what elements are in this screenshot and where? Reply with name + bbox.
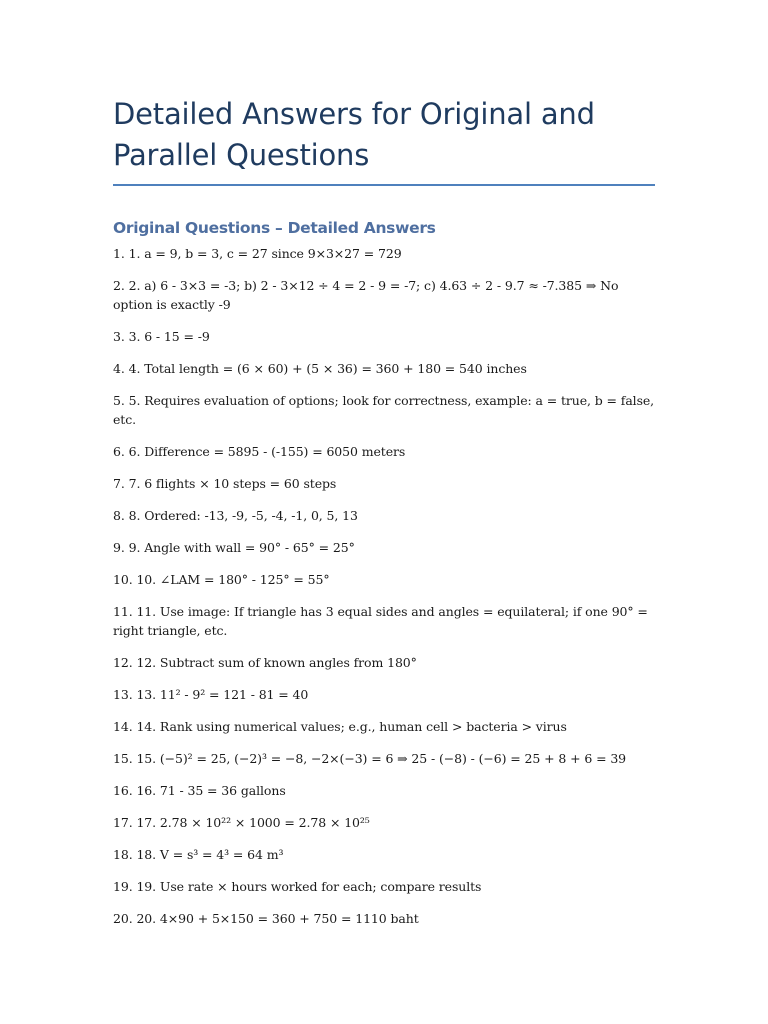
- answer-item: 19. 19. Use rate × hours worked for each; compare results: [113, 879, 482, 894]
- document-page: [113, 0, 655, 941]
- answer-item: 2. 2. a) 6 - 3×3 = -3; b) 2 - 3×12 ÷ 4 = 2 - 9 = -7; c) 4.63 ÷ 2 - 9.7 ≈ -7.385 ⇒ No option is exactly -9: [113, 278, 619, 312]
- answer-item: 17. 17. 2.78 × 10²² × 1000 = 2.78 × 10²⁵: [113, 815, 370, 830]
- answer-item: 4. 4. Total length = (6 × 60) + (5 × 36) = 360 + 180 = 540 inches: [113, 361, 527, 376]
- answer-item: 16. 16. 71 - 35 = 36 gallons: [113, 783, 286, 798]
- title-line-1: Detailed Answers for Original and: [113, 97, 595, 131]
- answer-item: 3. 3. 6 - 15 = -9: [113, 329, 210, 344]
- answer-item: 14. 14. Rank using numerical values; e.g., human cell > bacteria > virus: [113, 719, 567, 734]
- answer-item: 8. 8. Ordered: -13, -9, -5, -4, -1, 0, 5, 13: [113, 508, 358, 523]
- answer-item: 9. 9. Angle with wall = 90° - 65° = 25°: [113, 540, 355, 555]
- answer-item: 5. 5. Requires evaluation of options; look for correctness, example: a = true, b = false, etc.: [113, 393, 655, 427]
- answer-item: 7. 7. 6 flights × 10 steps = 60 steps: [113, 476, 337, 491]
- answer-item: 11. 11. Use image: If triangle has 3 equal sides and angles = equilateral; if one 90° = right triangle, etc.: [113, 604, 648, 638]
- answers-list: [113, 244, 655, 928]
- answer-item: 18. 18. V = s³ = 4³ = 64 m³: [113, 847, 284, 862]
- document-title: [113, 0, 655, 176]
- title-underline: [113, 184, 655, 186]
- answer-item: 13. 13. 11² - 9² = 121 - 81 = 40: [113, 687, 309, 702]
- section-heading: Original Questions – Detailed Answers: [113, 219, 436, 237]
- answer-item: 1. 1. a = 9, b = 3, c = 27 since 9×3×27 = 729: [113, 246, 402, 261]
- answer-item: 6. 6. Difference = 5895 - (-155) = 6050 meters: [113, 444, 406, 459]
- answer-item: 15. 15. (−5)² = 25, (−2)³ = −8, −2×(−3) = 6 ⇒ 25 - (−8) - (−6) = 25 + 8 + 6 = 39: [113, 751, 627, 766]
- answer-item: 10. 10. ∠LAM = 180° - 125° = 55°: [113, 572, 330, 587]
- answer-item: 20. 20. 4×90 + 5×150 = 360 + 750 = 1110 baht: [113, 911, 419, 926]
- answer-item: 12. 12. Subtract sum of known angles from 180°: [113, 655, 417, 670]
- title-line-2: Parallel Questions: [113, 138, 370, 172]
